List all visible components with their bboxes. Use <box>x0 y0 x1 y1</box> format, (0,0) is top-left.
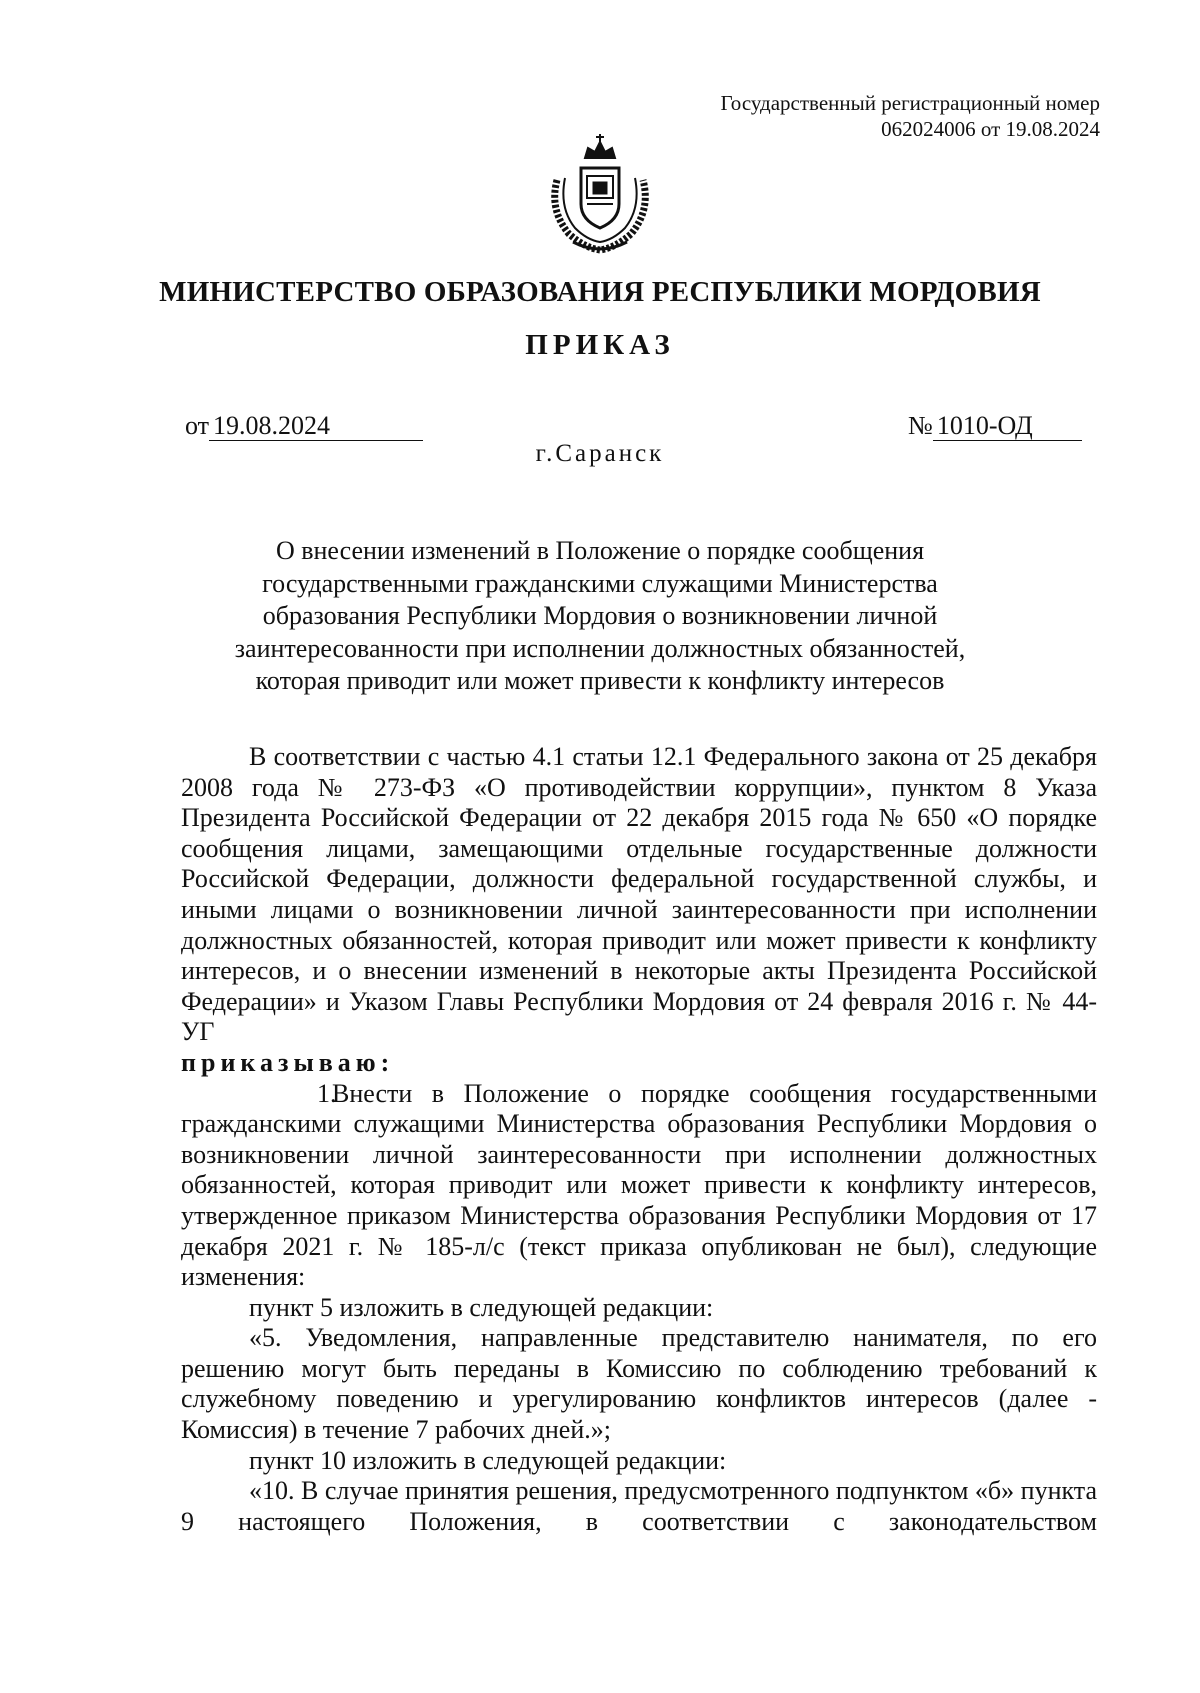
document-subject: О внесении изменений в Положение о порядке сообщения государственными гражданскими служащими Министерства образования Республики Мордовия о возникновении личной заинтересованности при исполнении должностных обязанностей, которая приводит или может привести к конфликту интересов <box>234 536 966 695</box>
number-prefix: № <box>908 411 933 440</box>
point-10-intro: пункт 10 изложить в следующей редакции: <box>249 1445 727 1475</box>
document-type: ПРИКАЗ <box>525 329 675 361</box>
preamble: В соответствии с частью 4.1 статьи 12.1 Федерального закона от 25 декабря 2008 года № 273-ФЗ «О противодействии коррупции», пунктом 8 Указа Президента Российской Федерации от 22 декабря 2015 года № 650 «О порядке сообщения лицами, замещающими отдельные государственные должности Российской Федерации, должности федеральной государственной службы, и иными лицами о возникновении личной заинтересованности при исполнении должностных обязанностей, которая приводит или может привести к конфликту интересов, и о внесении изменений в некоторые акты Президента Российской Федерации» и Указом Главы Республики Мордовия от 24 февраля 2016 г. № 44-УГ <box>181 742 1097 1047</box>
city: г.Саранск <box>535 440 665 467</box>
ministry-name: МИНИСТЕРСТВО ОБРАЗОВАНИЯ РЕСПУБЛИКИ МОРДОВИЯ <box>159 276 1041 308</box>
date-value: 19.08.2024 <box>209 413 423 441</box>
coat-of-arms-icon <box>535 130 665 260</box>
item-1-text: Внести в Положение о порядке сообщения государственными гражданскими служащими Министерства образования Республики Мордовия о возникновении личной заинтересованности при исполнении должностных обязанностей, которая приводит или может привести к конфликту интересов, утвержденное приказом Министерства образования Республики Мордовия от 17 декабря 2021 г. № 185-л/с (текст приказа опубликован не был), следующие изменения: <box>181 1078 1097 1292</box>
order-word-text: приказываю: <box>181 1047 395 1077</box>
order-date <box>185 411 423 441</box>
item-1 <box>181 1079 1097 1293</box>
point-5-text: «5. Уведомления, направленные представителю нанимателя, по его решению могут быть переданы в Комиссию по соблюдению требований к служебному поведению и урегулированию конфликтов интересов (далее - Комиссия) в течение 7 рабочих дней.»; <box>181 1323 1097 1445</box>
item-1-number: 1. <box>317 1078 337 1108</box>
date-prefix: от <box>185 411 210 440</box>
document-body <box>181 742 1097 1537</box>
point-10-text: «10. В случае принятия решения, предусмотренного подпунктом «б» пункта 9 настоящего Положения, в соответствии с законодательством <box>181 1476 1097 1536</box>
point-5-intro: пункт 5 изложить в следующей редакции: <box>249 1292 714 1322</box>
order-number <box>908 411 1082 441</box>
registration-number: 062024006 от 19.08.2024 <box>881 117 1100 141</box>
order-word <box>181 1048 1097 1079</box>
number-value: 1010-ОД <box>933 413 1082 441</box>
registration-label: Государственный регистрационный номер <box>720 91 1100 115</box>
registration-stamp <box>721 90 1100 142</box>
